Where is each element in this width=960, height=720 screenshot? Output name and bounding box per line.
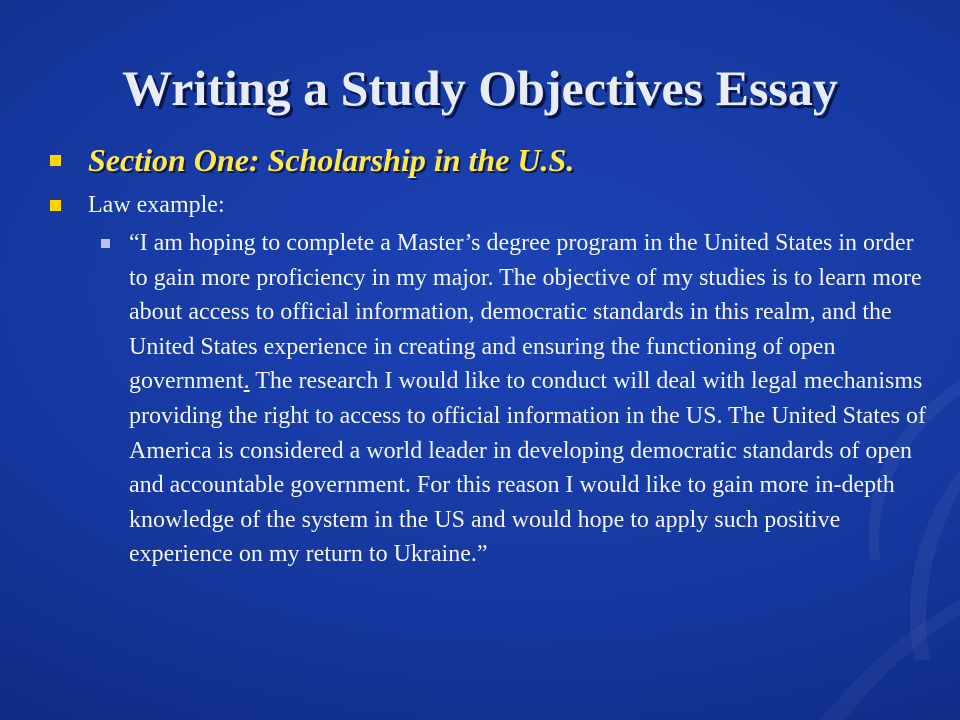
bullet-law-example	[48, 190, 928, 220]
law-example-label: Law example:	[88, 192, 225, 218]
square-bullet-icon	[50, 155, 61, 166]
square-bullet-icon	[50, 200, 61, 211]
quote-text-part2: The research I would like to conduct will deal with legal mechanisms providing the right to access to official information in the US. The United States of America is considered a world leader in developing democratic standards of open and accountable government. For this reason I would like to gain more in-depth knowledge of the system in the US and would hope to apply such positive experience on my return to Ukraine.”	[129, 368, 926, 568]
quote-text-part1: “I am hoping to complete a Master’s degree program in the United States in order to gain more proficiency in my major. The objective of my studies is to learn more about access to official information, democratic standards in this realm, and the United States experience in creating and ensuring the functioning of open government	[129, 230, 922, 395]
quote-underlined-period: .	[243, 368, 250, 395]
square-bullet-icon	[101, 239, 110, 248]
section-heading: Section One: Scholarship in the U.S.	[88, 142, 575, 178]
slide-content	[48, 140, 928, 572]
bullet-quote	[48, 226, 928, 572]
quote-paragraph	[129, 226, 929, 572]
bullet-section-one	[48, 140, 928, 180]
slide-title: Writing a Study Objectives Essay	[122, 60, 838, 116]
